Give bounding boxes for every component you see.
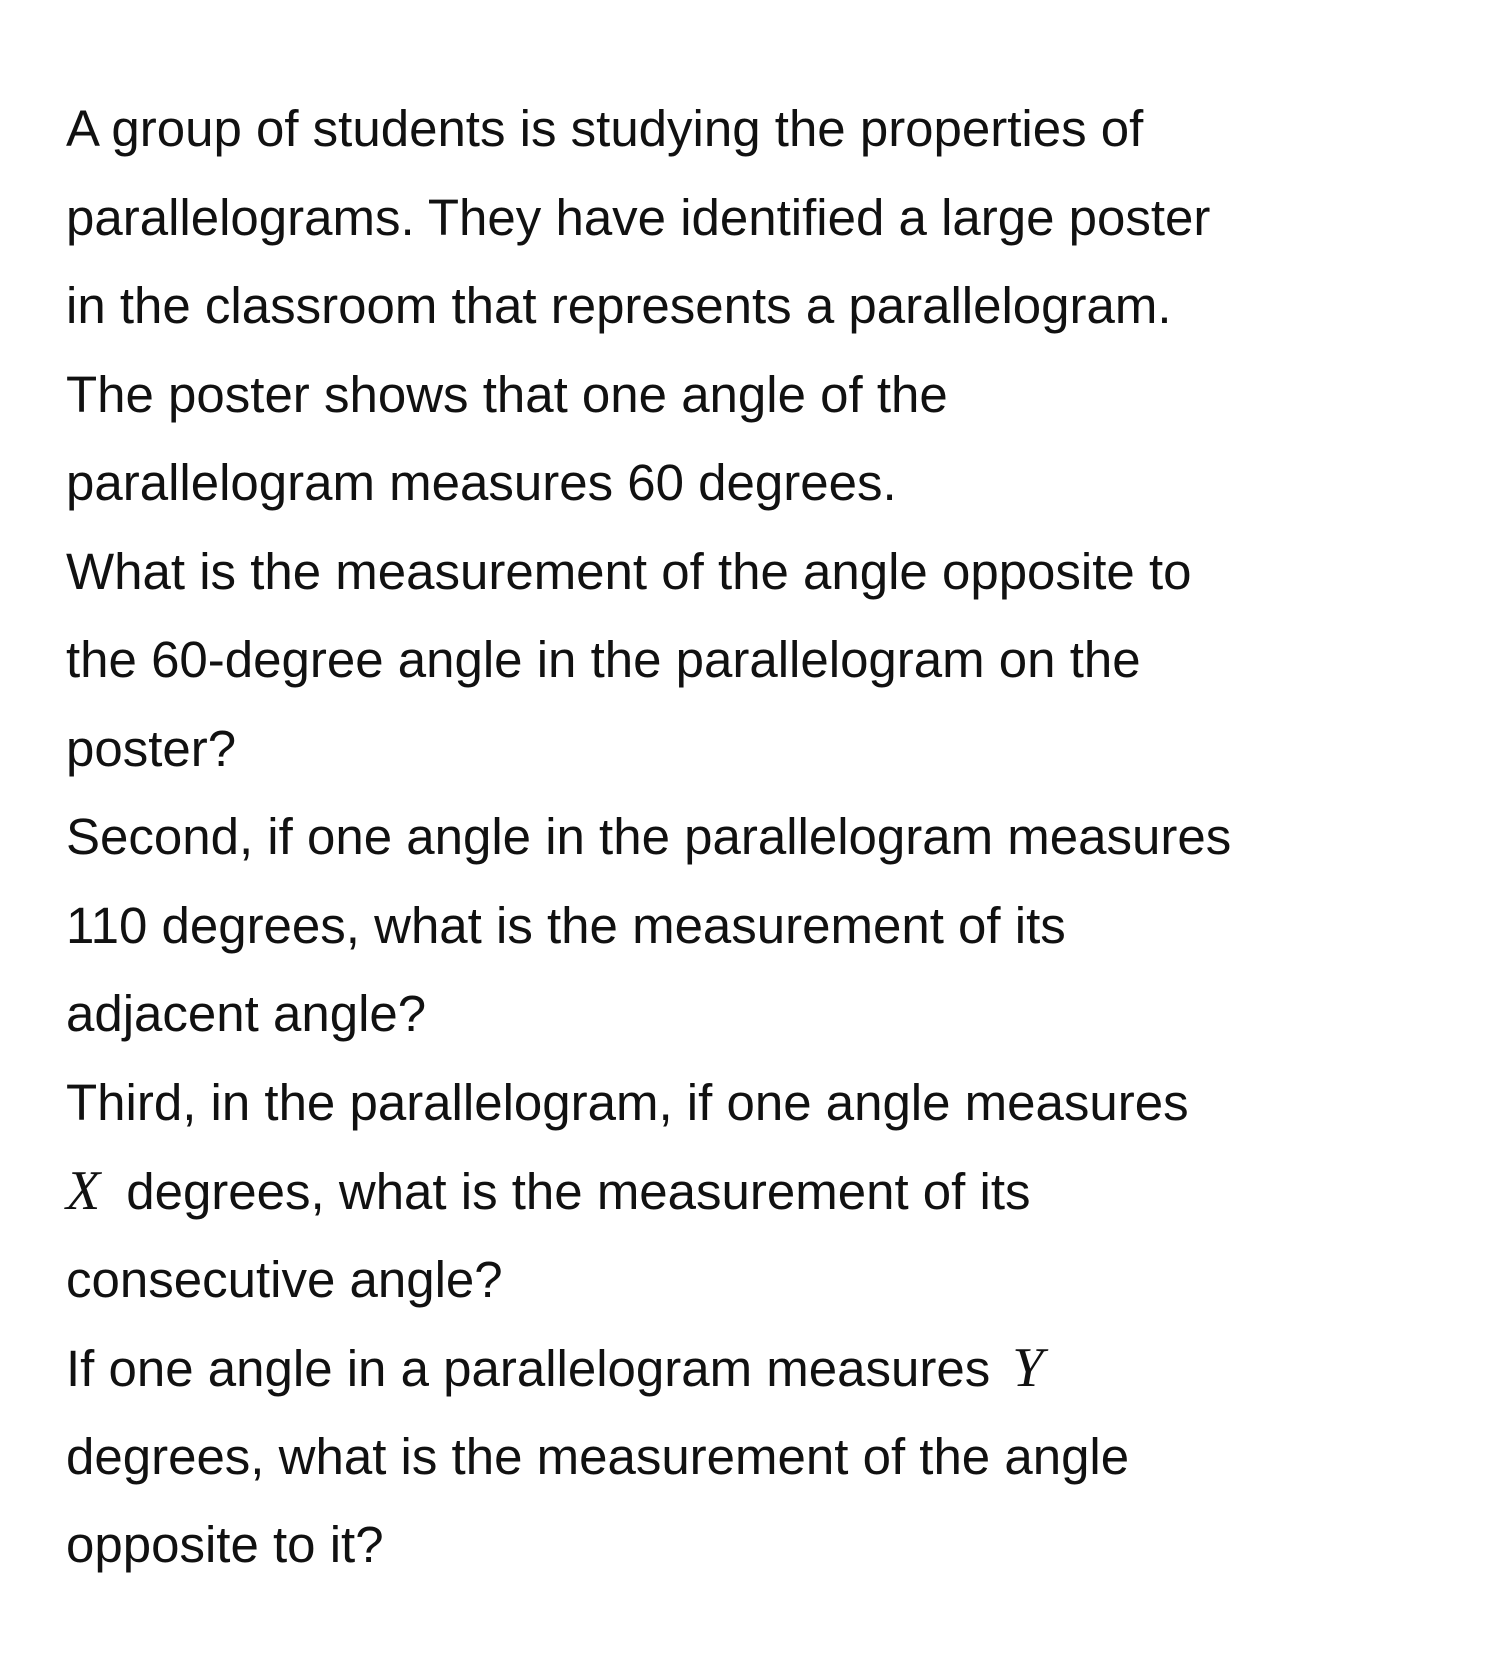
question1-line-3: poster?: [66, 719, 237, 777]
question3-line-2-text: degrees, what is the measurement of its: [126, 1163, 1031, 1220]
intro-line-2: parallelograms. They have identified a large poster: [66, 188, 1211, 246]
question3-line-3: consecutive angle?: [66, 1250, 503, 1308]
intro-line-5: parallelogram measures 60 degrees.: [66, 454, 897, 511]
question3-line-1: Third, in the parallelogram, if one angle measures: [66, 1073, 1189, 1131]
question2-line-3: adjacent angle?: [66, 985, 427, 1042]
question3-line-2: [66, 1147, 1466, 1236]
variable-x: X: [66, 1160, 101, 1222]
question4-line-1: [66, 1324, 1466, 1413]
variable-y: Y: [1012, 1337, 1044, 1399]
question2-line-2: 110 degrees, what is the measurement of its: [66, 896, 1066, 954]
problem-text: [66, 85, 1466, 1590]
question4-line-3: opposite to it?: [66, 1516, 384, 1573]
question4-line-1-text: If one angle in a parallelogram measures: [66, 1340, 991, 1397]
question2-line-1: Second, if one angle in the parallelogram measures: [66, 808, 1232, 865]
intro-line-1: A group of students is studying the properties of: [66, 100, 1144, 157]
question1-line-2: the 60-degree angle in the parallelogram on the: [66, 631, 1141, 688]
intro-line-3: in the classroom that represents a parallelogram.: [66, 277, 1172, 334]
question4-line-2: degrees, what is the measurement of the angle: [66, 1427, 1130, 1485]
intro-line-4: The poster shows that one angle of the: [66, 365, 948, 423]
question1-line-1: What is the measurement of the angle opposite to: [66, 542, 1192, 600]
